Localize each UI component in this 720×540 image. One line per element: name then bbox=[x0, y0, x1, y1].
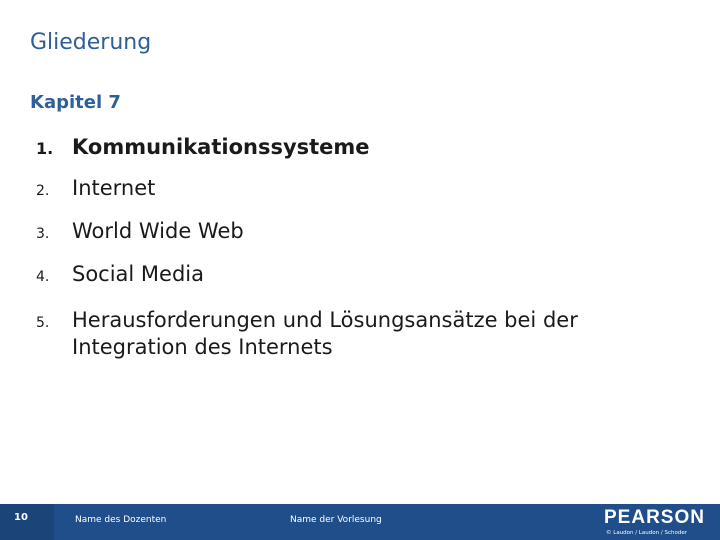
page-number: 10 bbox=[14, 512, 28, 523]
footer-lecturer: Name des Dozenten bbox=[75, 515, 167, 525]
agenda-item-3 bbox=[36, 218, 244, 245]
agenda-item-5 bbox=[36, 307, 686, 361]
agenda-item-1 bbox=[36, 134, 370, 161]
agenda-item-label: Herausforderungen und Lösungsansätze bei der Integration des Internets bbox=[72, 308, 578, 359]
agenda-item-label: Social Media bbox=[72, 262, 205, 286]
agenda-item-number: 3. bbox=[36, 226, 50, 242]
agenda-item-number: 5. bbox=[36, 315, 50, 331]
page-number-box bbox=[0, 504, 54, 540]
agenda-item-number: 4. bbox=[36, 269, 50, 285]
agenda-item-2 bbox=[36, 175, 155, 202]
slide-title: Gliederung bbox=[30, 30, 152, 55]
pearson-logo: PEARSON bbox=[604, 507, 705, 528]
footer-course: Name der Vorlesung bbox=[290, 515, 382, 525]
footer-bar bbox=[0, 504, 720, 540]
agenda-item-4 bbox=[36, 261, 204, 288]
agenda-item-label: World Wide Web bbox=[72, 219, 244, 243]
agenda-item-label: Internet bbox=[72, 176, 156, 200]
copyright-text: © Laudon / Laudon / Schoder bbox=[606, 530, 687, 536]
agenda-item-number: 1. bbox=[36, 139, 54, 158]
agenda-item-number: 2. bbox=[36, 183, 50, 199]
slide-subtitle: Kapitel 7 bbox=[30, 92, 121, 113]
agenda-item-label: Kommunikationssysteme bbox=[72, 135, 370, 159]
